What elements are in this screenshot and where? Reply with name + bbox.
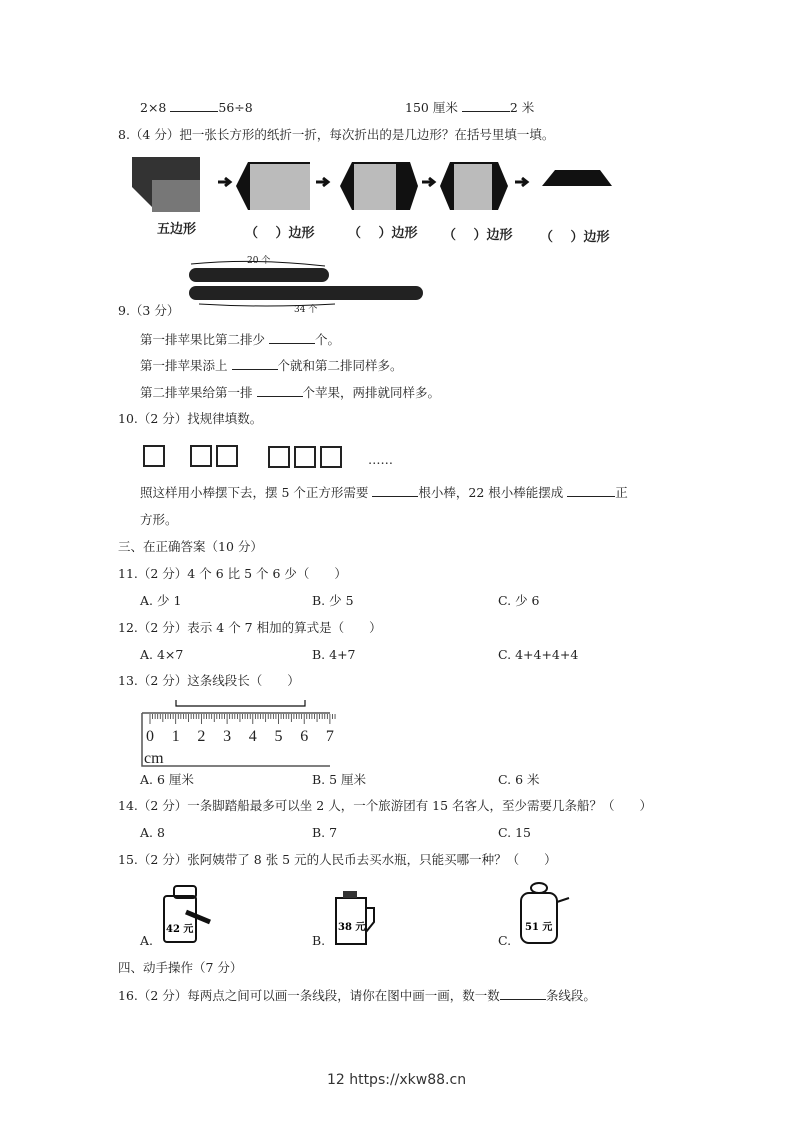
expr: 150 厘米 <box>405 100 458 115</box>
ruler-label: 2 <box>197 728 206 745</box>
bottle-b-icon <box>333 888 383 946</box>
ruler-label: 7 <box>325 728 334 745</box>
bottle-a-icon <box>158 884 218 944</box>
page-footer: 12 https://xkw88.cn <box>326 1072 467 1088</box>
answer-blank[interactable] <box>372 484 418 497</box>
option-a[interactable]: A. 6 厘米 <box>140 772 194 787</box>
answer-blank[interactable] <box>500 987 546 1000</box>
caption: 五边形 <box>157 222 197 237</box>
option-a[interactable]: A. 4×7 <box>140 647 184 662</box>
q15-title: 15.（2 分）张阿姨带了 8 张 5 元的人民币去买水瓶，只能买哪一种？（ ） <box>118 852 557 867</box>
caption: （ ）边形 <box>245 226 315 241</box>
ruler-figure <box>140 698 350 769</box>
option-c[interactable]: C. 6 米 <box>498 772 540 787</box>
answer-blank[interactable] <box>232 357 278 370</box>
q12-title: 12.（2 分）表示 4 个 7 相加的算式是（ ） <box>118 620 382 635</box>
q10-line <box>140 484 628 501</box>
option-a[interactable]: A. 8 <box>140 825 165 840</box>
paper-folding-figure <box>130 152 620 222</box>
section-heading: 四、动手操作（7 分） <box>118 960 243 975</box>
figure-label: 34 个 <box>294 305 318 315</box>
ruler-label: 0 <box>146 728 154 745</box>
q7-left <box>140 99 253 116</box>
option-a[interactable]: A. 少 1 <box>140 593 182 608</box>
price-label: 51 元 <box>525 922 553 933</box>
q7-right <box>405 99 534 116</box>
text: 个苹果，两排就同样多。 <box>302 385 441 400</box>
answer-blank[interactable] <box>567 484 615 497</box>
text: 16.（2 分）每两点之间可以画一条线段，请你在图中画一画，数一数 <box>118 988 500 1003</box>
q13-title: 13.（2 分）这条线段长（ ） <box>118 673 300 688</box>
option-b[interactable]: B. <box>312 933 326 948</box>
caption: （ ）边形 <box>443 228 513 243</box>
ruler-label: 6 <box>300 728 309 745</box>
option-c[interactable]: C. 少 6 <box>498 593 540 608</box>
price-label: 38 元 <box>338 922 366 933</box>
text: 个。 <box>315 332 341 347</box>
text: 第二排苹果给第一排 <box>140 385 253 400</box>
q11-title: 11.（2 分）4 个 6 比 5 个 6 少（ ） <box>118 566 347 581</box>
q14-title: 14.（2 分）一条脚踏船最多可以坐 2 人，一个旅游团有 15 名客人，至少需要几条船？（ ） <box>118 798 653 813</box>
q9-line <box>140 357 403 374</box>
text: 第一排苹果比第二排少 <box>140 332 266 347</box>
expr: 2 米 <box>509 100 535 115</box>
answer-blank[interactable] <box>170 99 218 112</box>
price-label: 42 元 <box>166 924 194 935</box>
ruler-unit: cm <box>144 750 164 767</box>
figure-label: 20 个 <box>247 256 271 266</box>
ellipsis: …… <box>368 452 393 467</box>
q10-title: 10.（2 分）找规律填数。 <box>118 411 263 426</box>
q9-line <box>140 384 440 401</box>
caption: （ ）边形 <box>540 230 610 245</box>
ruler-label: 1 <box>171 728 180 745</box>
text: 第一排苹果添上 <box>140 358 228 373</box>
option-b[interactable]: B. 4+7 <box>312 647 356 662</box>
answer-blank[interactable] <box>269 331 315 344</box>
option-c[interactable]: C. 4+4+4+4 <box>498 647 579 662</box>
text: 根小棒，22 根小棒能摆成 <box>418 485 564 500</box>
q16-title <box>118 987 596 1004</box>
expr: 2×8 <box>140 100 167 115</box>
ruler-label: 4 <box>248 728 257 745</box>
bottle-c-icon <box>515 880 575 946</box>
caption: （ ）边形 <box>348 226 418 241</box>
q9-title: 9.（3 分） <box>118 303 180 318</box>
ruler-label: 5 <box>274 728 283 745</box>
option-b[interactable]: B. 5 厘米 <box>312 772 367 787</box>
answer-blank[interactable] <box>257 384 303 397</box>
ruler-label: 3 <box>223 728 232 745</box>
text: 条线段。 <box>545 988 596 1003</box>
text: 方形。 <box>140 512 178 527</box>
option-c[interactable]: C. <box>498 933 512 948</box>
text: 正 <box>615 485 628 500</box>
q8-title: 8.（4 分）把一张长方形的纸折一折，每次折出的是几边形？在括号里填一填。 <box>118 127 555 142</box>
text: 照这样用小棒摆下去，摆 5 个正方形需要 <box>140 485 369 500</box>
option-b[interactable]: B. 少 5 <box>312 593 354 608</box>
q9-line <box>140 331 340 348</box>
option-c[interactable]: C. 15 <box>498 825 531 840</box>
expr: 56÷8 <box>218 100 253 115</box>
text: 个就和第二排同样多。 <box>277 358 403 373</box>
section-heading: 三、在正确答案（10 分） <box>118 539 263 554</box>
option-b[interactable]: B. 7 <box>312 825 338 840</box>
answer-blank[interactable] <box>462 99 510 112</box>
option-a[interactable]: A. <box>140 933 154 948</box>
